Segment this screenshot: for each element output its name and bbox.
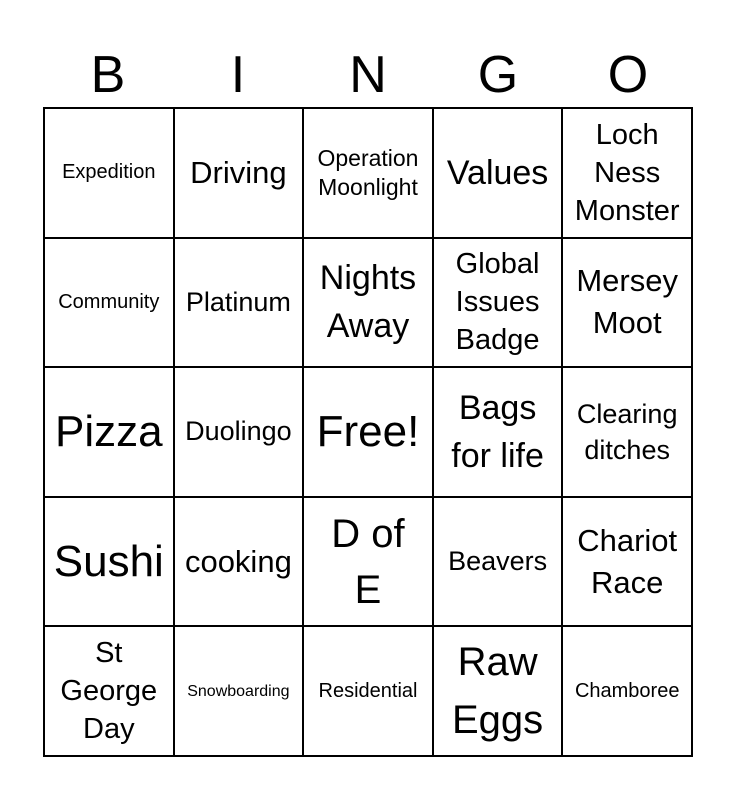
bingo-cell-r4-c1[interactable] <box>45 498 175 628</box>
cell-label: Loch Ness Monster <box>574 118 680 227</box>
bingo-cell-r1-c4[interactable] <box>434 109 564 239</box>
cell-label: Duolingo <box>185 416 292 447</box>
bingo-cell-r3-c1[interactable] <box>45 368 175 498</box>
bingo-cell-r1-c3[interactable] <box>304 109 434 239</box>
cell-label: St George Day <box>60 637 158 746</box>
bingo-cell-r2-c3[interactable] <box>304 239 434 369</box>
cell-label: Global Issues Badge <box>455 248 540 357</box>
bingo-cell-r4-c4[interactable] <box>434 498 564 628</box>
cell-label: Community <box>58 290 160 313</box>
bingo-cell-r3-c4[interactable] <box>434 368 564 498</box>
bingo-cell-r2-c2[interactable] <box>175 239 305 369</box>
cell-label: Raw Eggs <box>452 640 544 743</box>
bingo-cell-r4-c2[interactable] <box>175 498 305 628</box>
header-letter-b: B <box>90 46 126 104</box>
cell-label: Chamboree <box>574 679 680 702</box>
bingo-cell-r1-c5[interactable] <box>563 109 693 239</box>
bingo-board <box>43 107 693 757</box>
bingo-cell-r2-c4[interactable] <box>434 239 564 369</box>
bingo-cell-r2-c5[interactable] <box>563 239 693 369</box>
bingo-cell-r5-c4[interactable] <box>434 627 564 757</box>
cell-label: Driving <box>190 154 287 190</box>
cell-label: Sushi <box>53 536 164 586</box>
bingo-cell-r4-c5[interactable] <box>563 498 693 628</box>
cell-label: Pizza <box>55 406 163 456</box>
cell-label: Bags for life <box>451 388 544 475</box>
bingo-cell-r2-c1[interactable] <box>45 239 175 369</box>
bingo-cell-r5-c5[interactable] <box>563 627 693 757</box>
cell-label: cooking <box>184 543 292 579</box>
cell-label: Beavers <box>448 546 548 577</box>
cell-label: Operation Moonlight <box>317 144 419 200</box>
header-letter-o: O <box>607 46 649 104</box>
bingo-cell-r5-c2[interactable] <box>175 627 305 757</box>
cell-label: Values <box>446 153 549 192</box>
free-space-label: Free! <box>316 406 420 456</box>
bingo-cell-r3-c5[interactable] <box>563 368 693 498</box>
cell-label: Platinum <box>185 286 291 317</box>
bingo-cell-r4-c3[interactable] <box>304 498 434 628</box>
bingo-cell-r5-c1[interactable] <box>45 627 175 757</box>
cell-label: Residential <box>318 679 418 702</box>
cell-label: Snowboarding <box>187 682 290 700</box>
cell-label: Mersey Moot <box>576 263 678 341</box>
header-letter-n: N <box>349 46 387 104</box>
header-letter-g: G <box>477 46 519 104</box>
bingo-cell-r5-c3[interactable] <box>304 627 434 757</box>
bingo-cell-r1-c1[interactable] <box>45 109 175 239</box>
bingo-cell-r1-c2[interactable] <box>175 109 305 239</box>
cell-label: Chariot Race <box>577 522 678 600</box>
cell-label: Expedition <box>62 161 156 184</box>
bingo-cell-r3-c2[interactable] <box>175 368 305 498</box>
header-letter-i: I <box>230 46 246 104</box>
cell-label: Clearing ditches <box>576 398 678 465</box>
cell-label: D of E <box>331 511 405 612</box>
bingo-cell-free[interactable] <box>304 368 434 498</box>
cell-label: Nights Away <box>319 259 417 346</box>
bingo-header <box>43 44 693 106</box>
